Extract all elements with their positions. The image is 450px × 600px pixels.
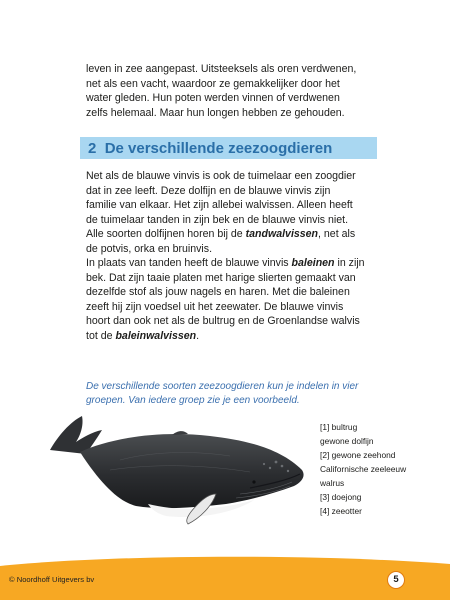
intro-line: water gleden. Hun poten werden vinnen of verdwenen (86, 92, 340, 105)
copyright-text: © Noordhoff Uitgevers bv (9, 575, 95, 584)
body-line: hoort dan ook net als de bultrug en de Groenlandse walvis (86, 315, 360, 328)
body-line: . (196, 329, 200, 342)
intro-line: zelfs helemaal. Maar hun longen hebben ze gehouden. (86, 106, 345, 119)
body-line: de tuimelaar tanden in zijn bek en de blauwe vinvis niet. (86, 213, 349, 226)
intro-line: net als een vacht, waardoor ze gemakkelijker door het (86, 77, 340, 90)
legend-item: walrus (320, 478, 345, 488)
term-tandwalvissen: tandwalvissen (245, 228, 319, 241)
body-paragraph-2 (86, 256, 386, 344)
caption-line: groepen. Van iedere groep zie je een voorbeeld. (86, 395, 300, 407)
section-heading (88, 138, 332, 160)
body-line: bek. Dat zijn taaie platen met harige slierten gemaakt van (86, 271, 356, 284)
body-line: , net als (318, 228, 356, 241)
body-line: dezelfde stof als jouw nagels en haren. Met die baleinen (86, 286, 350, 299)
body-line: tot de (86, 329, 116, 342)
legend-item: [1] bultrug (320, 422, 358, 432)
intro-paragraph (86, 62, 386, 120)
body-paragraph-1 (86, 169, 386, 257)
body-line: familie van elkaar. Het zijn allebei walvissen. Alleen heeft (86, 199, 353, 212)
section-title: De verschillende zeezoogdieren (104, 140, 333, 157)
whale-body (80, 434, 304, 508)
legend-item: [2] gewone zeehond (320, 450, 396, 460)
page-number: 5 (387, 571, 405, 589)
section-number: 2 (88, 140, 97, 157)
term-baleinen: baleinen (291, 257, 335, 269)
caption-line: De verschillende soorten zeezoogdieren kun je indelen in vier (86, 381, 359, 392)
body-line: dat in zee leeft. Deze dolfijn en de blauwe vinvis zijn (86, 184, 331, 197)
legend-item: [4] zeeotter (320, 506, 362, 516)
term-baleinwalvissen: baleinwalvissen (115, 329, 197, 342)
whale-eye (252, 480, 255, 483)
legend-list (320, 420, 445, 518)
legend-item: gewone dolfijn (320, 436, 374, 446)
intro-line: leven in zee aangepast. Uitsteeksels als oren verdwenen, (86, 63, 357, 75)
body-line: Net als de blauwe vinvis is ook de tuimelaar een zoogdier (86, 170, 356, 182)
legend-item: Californische zeeleeuw (320, 464, 407, 474)
illustration-caption (86, 380, 386, 409)
body-line: In plaats van tanden heeft de blauwe vinvis (86, 257, 292, 269)
body-line: de potvis, orka en bruinvis. (86, 242, 213, 255)
humpback-whale-illustration (40, 408, 310, 526)
legend-item: [3] doejong (320, 492, 362, 502)
body-line: Alle soorten dolfijnen horen bij de (86, 228, 246, 241)
body-line: zeeft hij zijn voedsel uit het zeewater. De blauwe vinvis (86, 300, 344, 313)
body-line: in zijn (334, 257, 365, 269)
